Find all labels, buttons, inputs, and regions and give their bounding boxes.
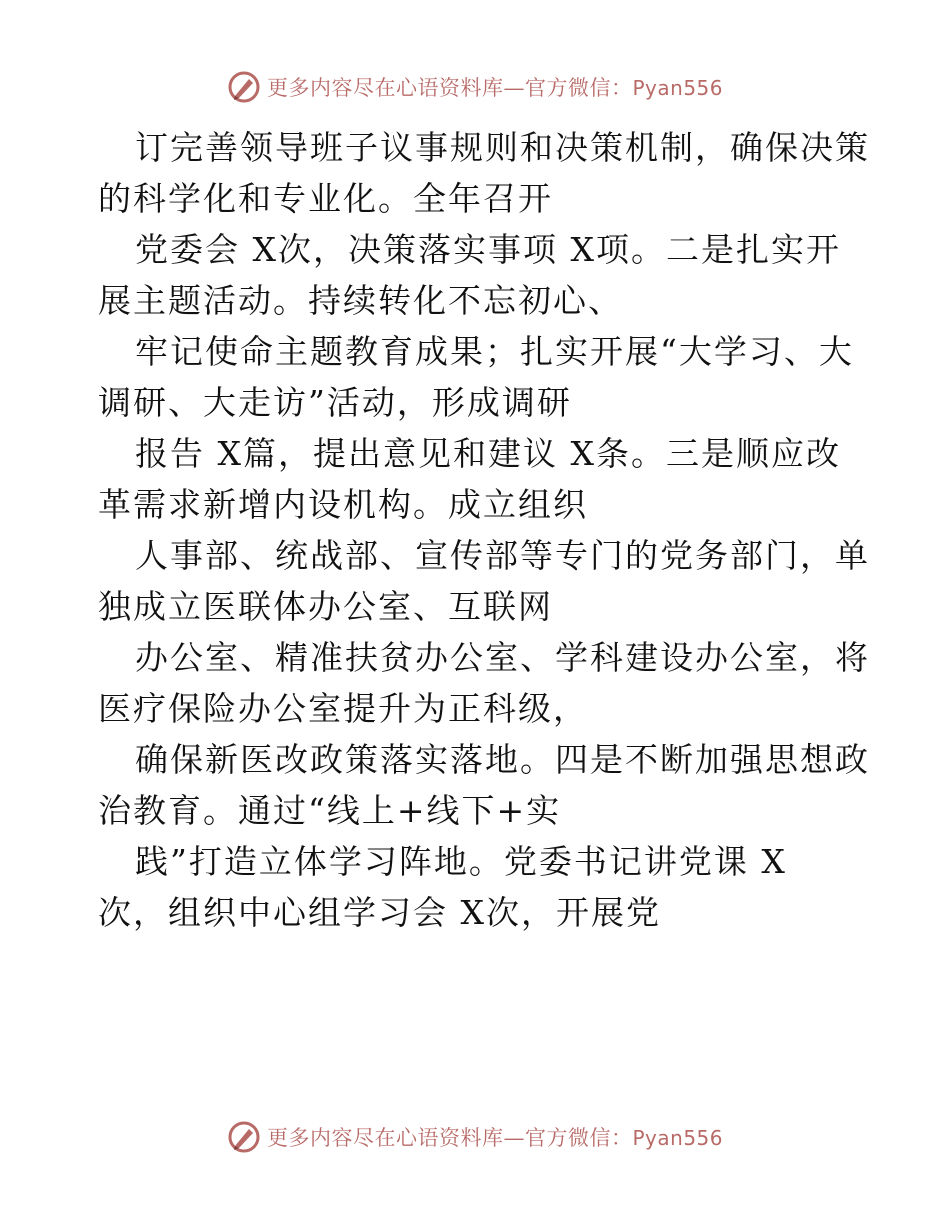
pen-logo-icon xyxy=(227,70,261,104)
header-banner xyxy=(0,70,950,110)
text-line: 医疗保险办公室提升为正科级， xyxy=(98,689,588,728)
body-text xyxy=(98,122,868,938)
header-banner-text: 更多内容尽在心语资料库—官方微信：Pyan556 xyxy=(266,76,723,100)
text-line: 展主题活动。持续转化不忘初心、 xyxy=(98,281,623,320)
text-line: 牢记使命主题教育成果；扎实开展“大学习、大 xyxy=(135,332,854,371)
footer-banner-text: 更多内容尽在心语资料库—官方微信：Pyan556 xyxy=(266,1126,723,1150)
text-line: 报告 X篇，提出意见和建议 X条。三是顺应改 xyxy=(135,434,841,473)
text-line: 的科学化和专业化。全年召开 xyxy=(98,179,553,218)
text-line: 人事部、统战部、宣传部等专门的党务部门，单 xyxy=(135,536,870,575)
text-line: 次，组织中心组学习会 X次，开展党 xyxy=(98,893,661,932)
pen-logo-icon xyxy=(227,1120,261,1154)
text-line: 调研、大走访”活动，形成调研 xyxy=(98,383,572,422)
text-line: 革需求新增内设机构。成立组织 xyxy=(98,485,588,524)
text-line: 独成立医联体办公室、互联网 xyxy=(98,587,553,626)
text-line: 确保新医改政策落实落地。四是不断加强思想政 xyxy=(135,740,870,779)
text-line: 办公室、精准扶贫办公室、学科建设办公室，将 xyxy=(135,638,870,677)
text-line: 党委会 X次，决策落实事项 X项。二是扎实开 xyxy=(135,230,841,269)
text-line: 践”打造立体学习阵地。党委书记讲党课 X xyxy=(135,842,787,881)
text-line: 订完善领导班子议事规则和决策机制，确保决策 xyxy=(135,128,870,167)
text-line: 治教育。通过“线上+线下+实 xyxy=(98,791,562,830)
footer-banner xyxy=(0,1120,950,1160)
